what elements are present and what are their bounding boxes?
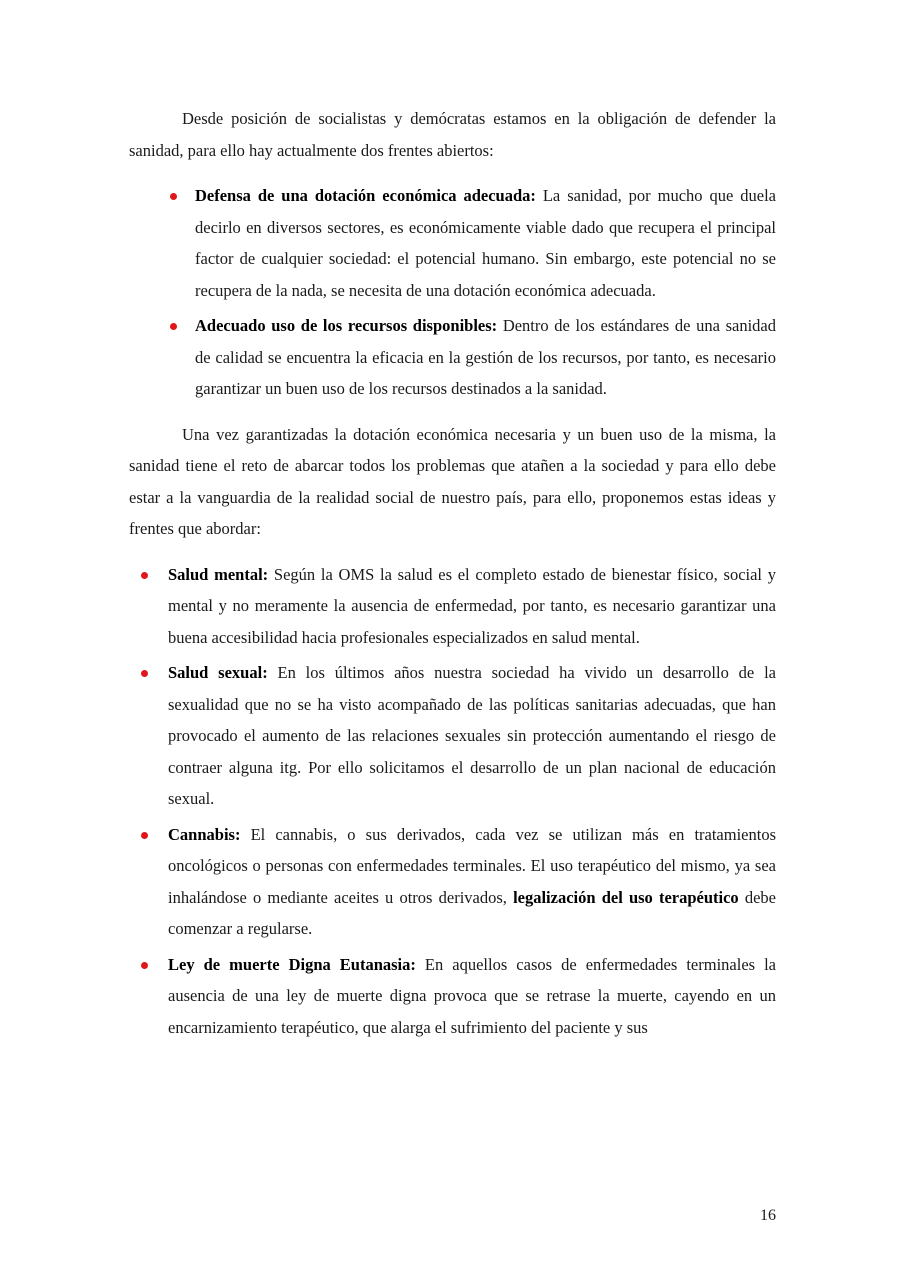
bullet-icon bbox=[141, 832, 148, 839]
bullet-icon bbox=[170, 323, 177, 330]
list-item bbox=[129, 657, 776, 815]
item-term: Cannabis: bbox=[168, 824, 241, 844]
item-text: Dentro de los estándares de una sanidad de calidad se encuentra la eficacia en la gestión de los recursos, por tanto, es necesario garantizar un buen uso de los recursos destinados a la sanidad. bbox=[195, 316, 776, 398]
list-item bbox=[129, 180, 776, 306]
list-item bbox=[129, 819, 776, 945]
list-item bbox=[129, 949, 776, 1044]
bullet-icon bbox=[170, 193, 177, 200]
proposals-list bbox=[129, 559, 776, 1044]
list-item bbox=[129, 310, 776, 405]
item-term: Ley de muerte Digna Eutanasia: bbox=[168, 954, 416, 974]
list-item bbox=[129, 559, 776, 654]
second-paragraph: Una vez garantizadas la dotación económica necesaria y un buen uso de la misma, la sanidad tiene el reto de abarcar todos los problemas que atañen a la sociedad y para ello debe estar a la vanguardia de la realidad social de nuestro país, para ello, proponemos estas ideas y frentes que abordar: bbox=[129, 424, 776, 538]
item-emphasis: legalización del uso terapéutico bbox=[513, 887, 739, 907]
bullet-icon bbox=[141, 572, 148, 579]
item-term: Adecuado uso de los recursos disponibles: bbox=[195, 316, 498, 335]
page-number: 16 bbox=[760, 1207, 776, 1224]
item-text: La sanidad, por mucho que duela decirlo en diversos sectores, es económicamente viable dado que recupera el principal factor de cualquier sociedad: el potencial humano. Sin embargo, este potencial no se recupera de la nada, se necesita de una dotación económica adecuada. bbox=[195, 186, 776, 300]
fronts-list bbox=[129, 180, 776, 405]
item-term: Defensa de una dotación económica adecuada: bbox=[195, 186, 536, 205]
item-term: Salud sexual: bbox=[168, 663, 268, 682]
item-text: Según la OMS la salud es el completo estado de bienestar físico, social y mental y no meramente la ausencia de enfermedad, por tanto, es necesario garantizar una buena accesibilidad hacia profesionales especializados en salud mental. bbox=[168, 564, 776, 647]
item-text: El cannabis, o sus derivados, cada vez se utilizan más en tratamientos oncológicos o personas con enfermedades terminales. El uso terapéutico del mismo, ya sea inhalándose o mediante aceites u otros derivados, bbox=[168, 824, 776, 907]
item-term: Salud mental: bbox=[168, 564, 269, 584]
item-text-end: debe comenzar a regularse. bbox=[168, 887, 776, 938]
document-page bbox=[129, 103, 776, 1047]
bullet-icon bbox=[141, 670, 148, 677]
bullet-icon bbox=[141, 962, 148, 969]
item-text: En aquellos casos de enfermedades terminales la ausencia de una ley de muerte digna provoca que se retrase la muerte, cayendo en un encarnizamiento terapéutico, que alarga el sufrimiento del paciente y sus bbox=[168, 954, 777, 1037]
intro-paragraph: Desde posición de socialistas y demócratas estamos en la obligación de defender la sanidad, para ello hay actualmente dos frentes abiertos: bbox=[129, 109, 776, 160]
item-text: En los últimos años nuestra sociedad ha vivido un desarrollo de la sexualidad que no se ha visto acompañado de las políticas sanitarias adecuadas, que han provocado el aumento de las relaciones sexuales sin protección aumentando el riesgo de contraer alguna itg. Por ello solicitamos el desarrollo de un plan nacional de educación sexual. bbox=[168, 663, 776, 808]
